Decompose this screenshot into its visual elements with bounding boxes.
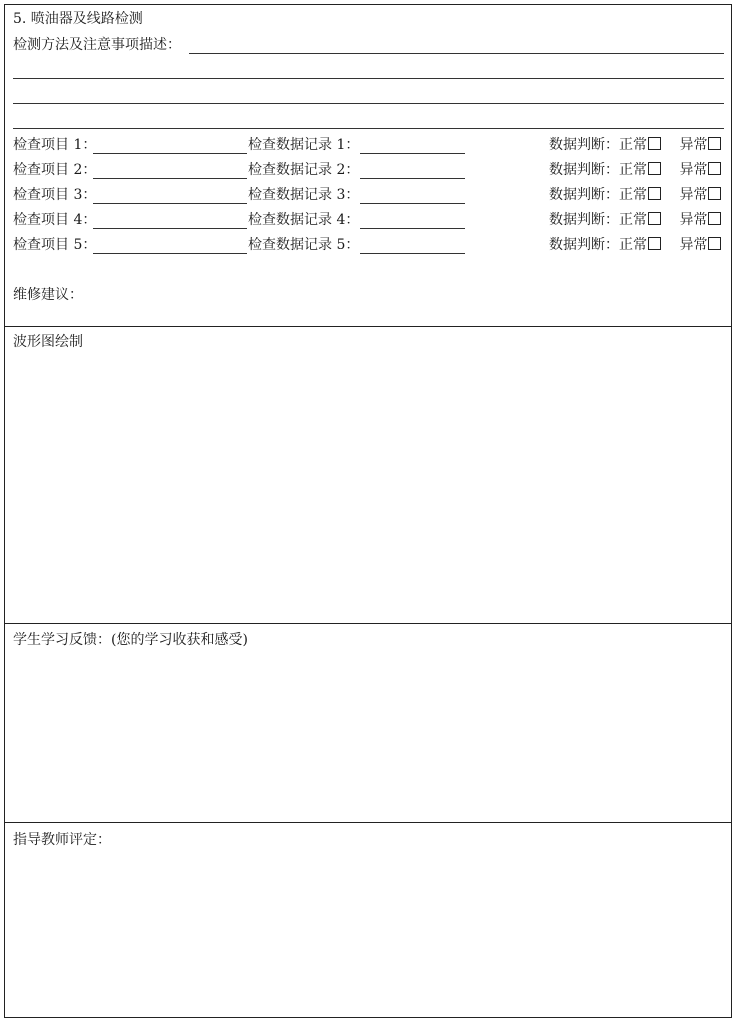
method-line-1[interactable] bbox=[189, 53, 724, 54]
teacher-evaluation-section[interactable] bbox=[5, 822, 731, 1017]
judge-row-5 bbox=[549, 236, 721, 254]
waveform-title: 波形图绘制 bbox=[13, 334, 83, 350]
judge-label: 数据判断：正常 bbox=[549, 212, 647, 228]
item-field-4[interactable] bbox=[93, 228, 247, 229]
abnormal-label: 异常 bbox=[679, 137, 708, 153]
method-line-4[interactable] bbox=[13, 128, 724, 129]
judge-row-2 bbox=[549, 161, 721, 179]
method-label: 检测方法及注意事项描述： bbox=[13, 37, 181, 53]
judge-label: 数据判断：正常 bbox=[549, 162, 647, 178]
item-label-4: 检查项目 4： bbox=[13, 212, 97, 228]
method-line-3[interactable] bbox=[13, 103, 724, 104]
record-field-3[interactable] bbox=[360, 203, 465, 204]
abnormal-checkbox-3[interactable] bbox=[708, 187, 721, 200]
item-label-5: 检查项目 5： bbox=[13, 237, 97, 253]
item-field-3[interactable] bbox=[93, 203, 247, 204]
judge-label: 数据判断：正常 bbox=[549, 137, 647, 153]
waveform-section[interactable] bbox=[5, 326, 731, 623]
record-label-3: 检查数据记录 3： bbox=[248, 187, 360, 203]
judge-row-3 bbox=[549, 186, 721, 204]
abnormal-label: 异常 bbox=[679, 237, 708, 253]
student-feedback-section[interactable] bbox=[5, 623, 731, 822]
abnormal-label: 异常 bbox=[679, 212, 708, 228]
normal-checkbox-5[interactable] bbox=[648, 237, 661, 250]
normal-checkbox-3[interactable] bbox=[648, 187, 661, 200]
inspection-section bbox=[5, 5, 731, 326]
abnormal-label: 异常 bbox=[679, 162, 708, 178]
abnormal-checkbox-1[interactable] bbox=[708, 137, 721, 150]
worksheet-frame bbox=[4, 4, 732, 1018]
judge-label: 数据判断：正常 bbox=[549, 187, 647, 203]
record-field-1[interactable] bbox=[360, 153, 465, 154]
record-label-2: 检查数据记录 2： bbox=[248, 162, 360, 178]
normal-checkbox-4[interactable] bbox=[648, 212, 661, 225]
record-label-4: 检查数据记录 4： bbox=[248, 212, 360, 228]
repair-suggestion-label: 维修建议： bbox=[13, 287, 83, 303]
record-label-5: 检查数据记录 5： bbox=[248, 237, 360, 253]
section-heading: 5. 喷油器及线路检测 bbox=[13, 11, 143, 27]
record-field-2[interactable] bbox=[360, 178, 465, 179]
abnormal-label: 异常 bbox=[679, 187, 708, 203]
evaluation-title: 指导教师评定： bbox=[13, 832, 111, 848]
item-field-1[interactable] bbox=[93, 153, 247, 154]
judge-row-1 bbox=[549, 136, 721, 154]
method-line-2[interactable] bbox=[13, 78, 724, 79]
item-label-3: 检查项目 3： bbox=[13, 187, 97, 203]
record-label-1: 检查数据记录 1： bbox=[248, 137, 360, 153]
normal-checkbox-2[interactable] bbox=[648, 162, 661, 175]
record-field-4[interactable] bbox=[360, 228, 465, 229]
normal-checkbox-1[interactable] bbox=[648, 137, 661, 150]
feedback-title: 学生学习反馈：(您的学习收获和感受) bbox=[13, 632, 248, 648]
abnormal-checkbox-2[interactable] bbox=[708, 162, 721, 175]
record-field-5[interactable] bbox=[360, 253, 465, 254]
judge-row-4 bbox=[549, 211, 721, 229]
item-field-5[interactable] bbox=[93, 253, 247, 254]
judge-label: 数据判断：正常 bbox=[549, 237, 647, 253]
abnormal-checkbox-4[interactable] bbox=[708, 212, 721, 225]
item-label-2: 检查项目 2： bbox=[13, 162, 97, 178]
item-label-1: 检查项目 1： bbox=[13, 137, 97, 153]
abnormal-checkbox-5[interactable] bbox=[708, 237, 721, 250]
item-field-2[interactable] bbox=[93, 178, 247, 179]
